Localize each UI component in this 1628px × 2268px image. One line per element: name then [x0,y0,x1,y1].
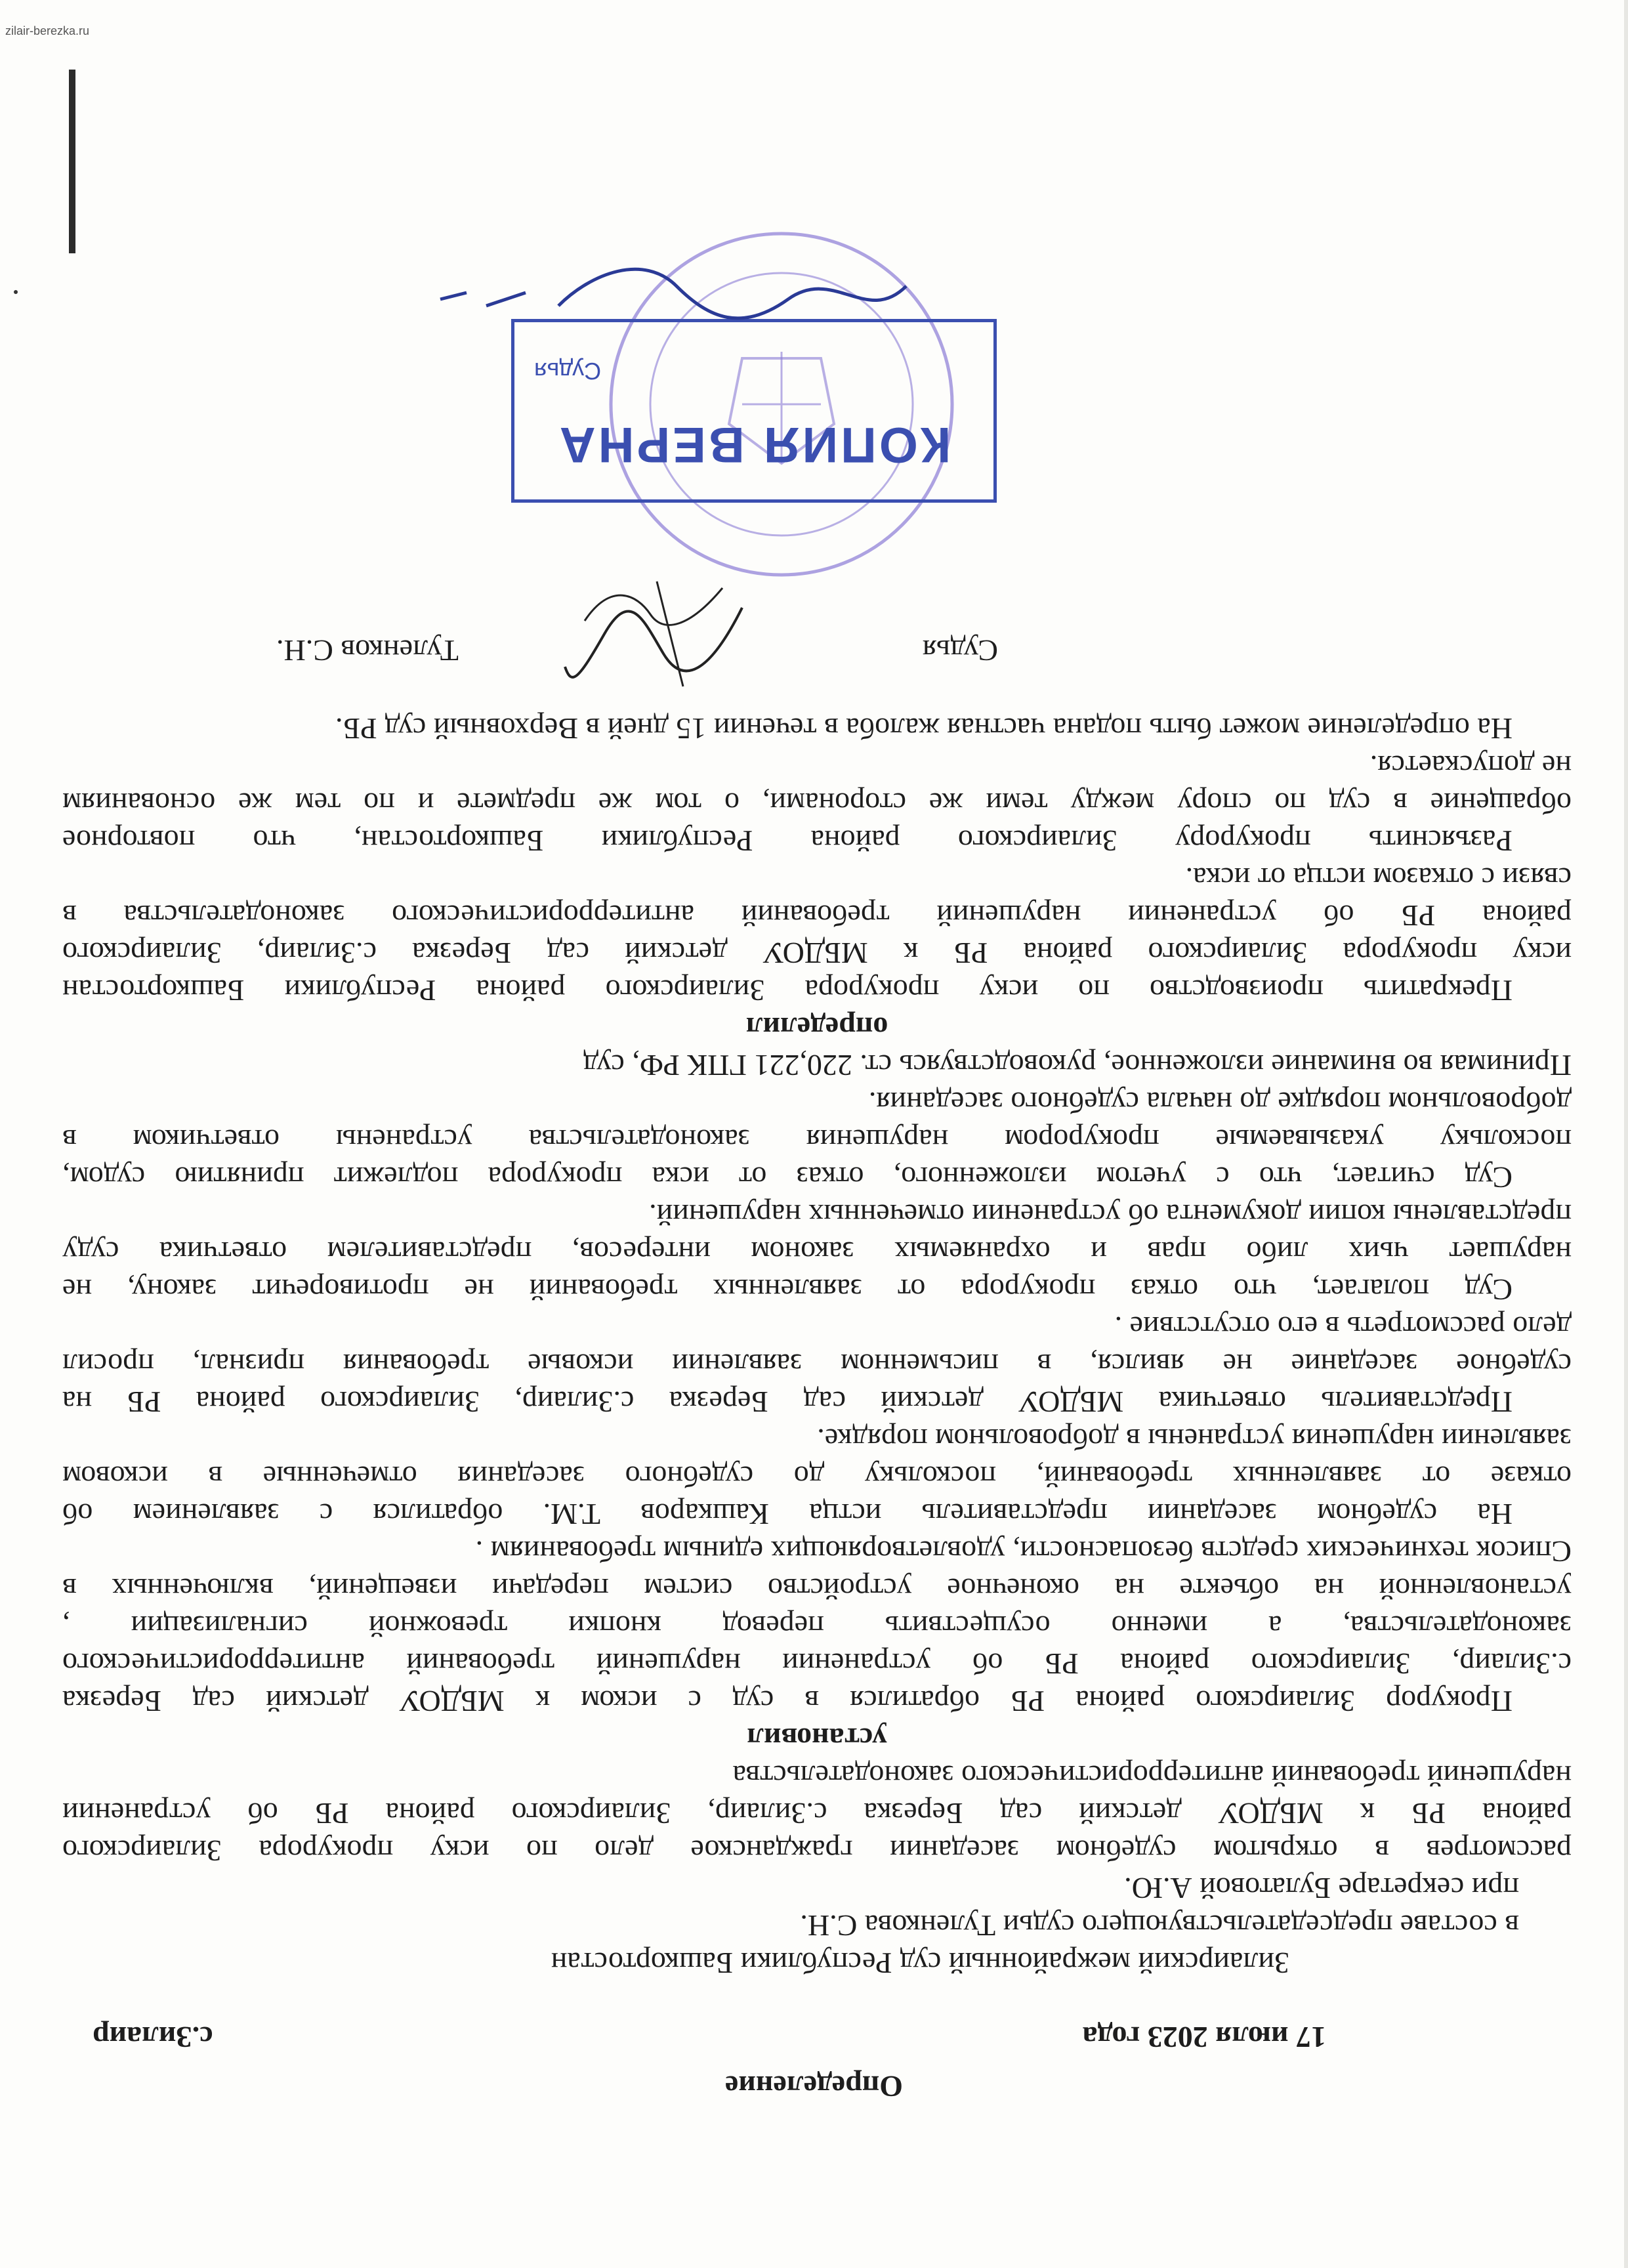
doc-date: 17 июля 2023 года [1082,2021,1326,2054]
margin-mark [69,70,75,253]
doc-title: Определение [725,2070,904,2103]
judge-name: Туленков С.Н. [276,634,459,667]
body-line: Разъяснить прокурору Зилаирского района Республики Башкортостан, что повторное [62,824,1513,858]
watermark: zilair-berezka.ru [5,24,90,37]
body-line: Прекратить производство по иску прокурора Зилаирского района Республики Башкортостан [62,974,1513,1007]
body-line: представлены копии документа об устранении отмеченных нарушений. [649,1198,1572,1232]
body-line: На судебном заседании представитель истца Кашкаров Т.М. обратился с заявлением об [62,1498,1513,1531]
body-line: Суд полагает, что отказ прокурора от заявленных требований не противоречит закону, не [62,1273,1513,1307]
judge-label: Судья [922,634,998,667]
body-line: заявлении нарушения устранены в добровольном порядке. [817,1423,1572,1456]
stamp-role: Судья [534,358,602,385]
stamp-signature [394,260,985,332]
body-line: связи с отказом истца от иска. [1185,862,1572,895]
body-line: района РБ к МБДОУ детский сад Березка с.Зилаир, Зилаирского района РБ об устранении [62,1797,1572,1830]
body-line: отказе от заявленных требований, поскольку до судебного заседания отмеченные в исковом [62,1460,1572,1494]
margin-dot [14,290,18,294]
body-line: поскольку указываемые прокурором нарушения законодательства устранены ответчиком в [62,1124,1572,1157]
body-line: нарушений требований антитеррористического законодательства [732,1759,1572,1793]
body-line: судебное заседание не явился, в письменном заявлении исковые требования признал, просил [62,1348,1572,1381]
body-line: рассмотрев в открытом судебном заседании гражданское дело по иску прокурора Зилаирского [62,1834,1572,1868]
body-line: На определение может быть подана частная жалоба в течении 15 дней в Верховный суд РБ. [335,712,1513,746]
body-line: дело рассмотреть в его отсутствие . [1114,1311,1572,1344]
court-line: Зилаирский межрайонный суд Республики Башкортостан [551,1946,1289,1980]
body-line: не допускается. [1369,749,1572,783]
body-line: Представитель ответчика МБДОУ детский сад Березка с.Зилаир, Зилаирского района РБ на [62,1385,1513,1419]
body-line: Прокурор Зилаирского района РБ обратился в суд с иском к МБДОУ детский сад Березка [62,1685,1513,1718]
heading-opredelil: определил [745,1011,888,1045]
body-line: при секретаре Булатовой А.Ю. [1124,1872,1519,1905]
heading-ustanovil: установил [747,1722,887,1755]
body-line: нарушает чьих либо прав и охраняемых законом интересов, представителем ответчика суду [62,1236,1572,1269]
judge-signature [552,568,762,713]
body-line: добровольном порядке до начала судебного заседания. [868,1086,1572,1120]
doc-place: с.Зилаир [93,2021,213,2054]
stamp-text: КОПИЯ ВЕРНА [556,417,951,472]
body-line: с.Зилаир, Зилаирского района РБ об устранении нарушений требований антитеррористического [62,1647,1572,1681]
body-line: обращение в суд по спору между теми же сторонами, о том же предмете и по тем же основаниям [62,787,1572,820]
body-line: района РБ об устранении нарушений требований антитеррористического законодательства в [62,899,1572,933]
body-line: Принимая во внимание изложенное, руководствуясь ст. 220,221 ГПК РФ, суд [583,1049,1572,1082]
body-line: иску прокурора Зилаирского района РБ к МБДОУ детский сад Березка с.Зилаир, Зилаирского [62,936,1572,970]
body-line: законодательства, а именно осуществить перевод кнопки тревожной сигнализации , [62,1610,1572,1643]
body-line: Список технических средств безопасности, удовлетворяющих единым требованиям . [475,1535,1572,1568]
body-line: в составе председательствующего судьи Туленкова С.Н. [800,1909,1519,1942]
body-line: Суд считает, что с учетом изложенного, отказ от иска прокурора подлежит принятию судом, [62,1161,1513,1194]
body-line: установленной на объекте на оконечное устройство систем передачи извещений, включенных в [62,1572,1572,1606]
copy-true-stamp [511,319,997,503]
